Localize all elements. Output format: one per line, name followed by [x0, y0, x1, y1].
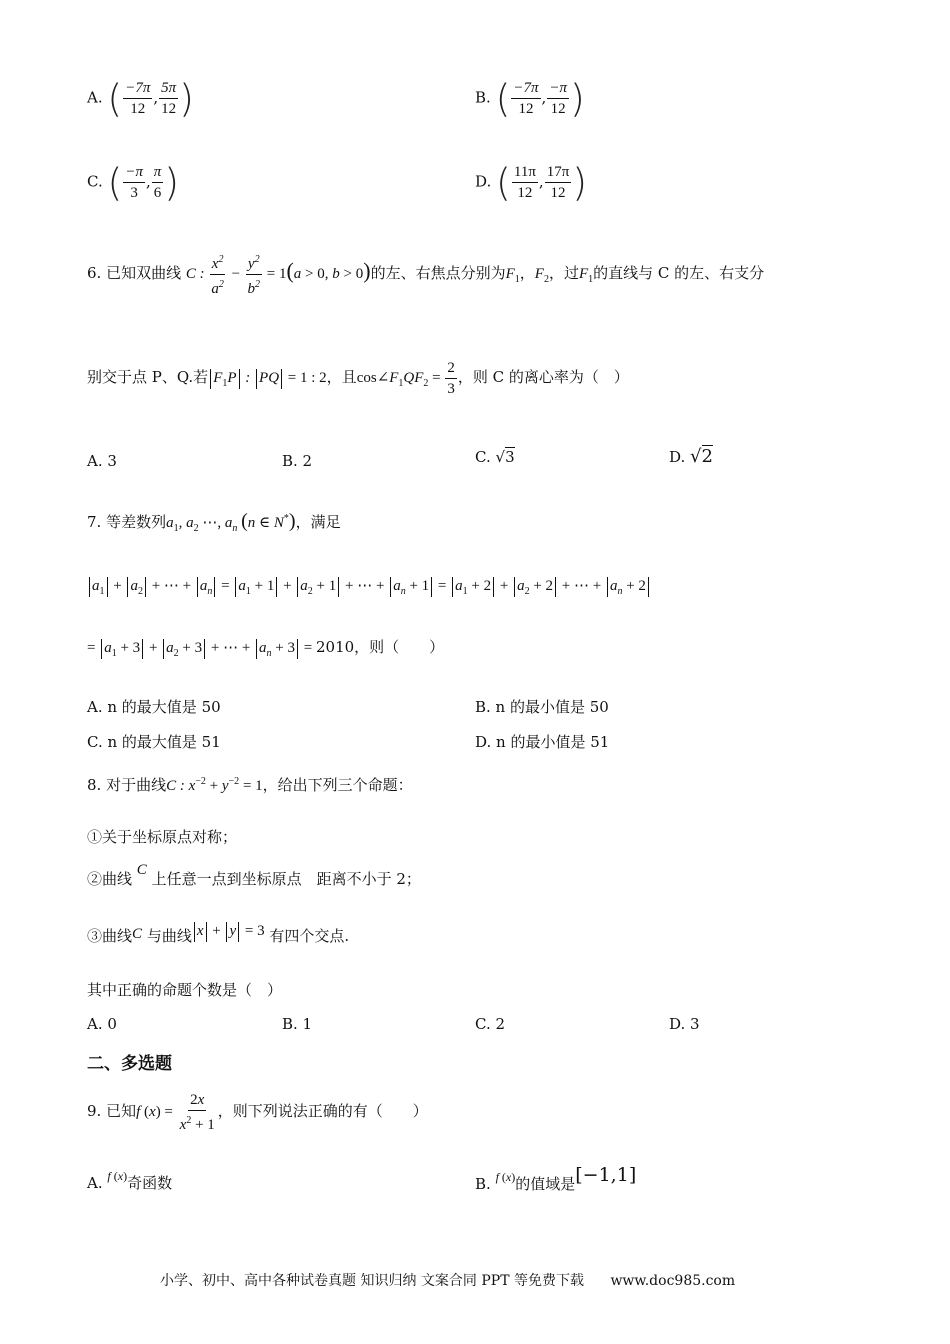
q5-option-a: A. ( $\frac{-7\pi}{12}$ , $\frac{5\pi}{12}$ )	[87, 76, 194, 121]
q8-option-d: D. 3	[669, 1015, 700, 1033]
q6-option-b: B. 2	[282, 452, 313, 470]
right-paren: )	[179, 76, 194, 121]
q7-equation-line1: $a_1 + a_2$ + ⋯ + $a_n = a_1 + 1 + a_2 + 1$ + ⋯ + $a_n + 1 = a_1 + 2 + a_2 + 2$ + ⋯ + $a_n + 2$	[87, 576, 651, 597]
function-definition: f (x) = $\frac{2x}{x^2 + 1}$	[136, 1092, 215, 1133]
q8-prop1: ①关于坐标原点对称；	[87, 828, 238, 846]
q8-prop2: ②曲线 C 上任意一点到坐标原点 距离不小于 2；	[87, 862, 421, 888]
q8-prop3: ③曲线C 与曲线 x + y = 3 有四个交点.	[87, 923, 350, 945]
focus-f2: $F_2$	[534, 265, 549, 285]
q5-option-d: D. ( $\frac{11\pi}{12}$ , $\frac{17\pi}{12}$ )	[475, 160, 588, 205]
q6-option-c: C. √3	[475, 448, 515, 466]
q7-option-c: C. n 的最大值是 51	[87, 733, 221, 751]
footer	[160, 1270, 735, 1290]
q7-equation-line2: = $a_1 + 3 + a_2 + 3$ + ⋯ + $a_n + 3 = 2010$，则（ ）	[87, 638, 445, 659]
q9-option-b: B. $^{f (x)}$的值域是[−1,1]	[475, 1164, 637, 1193]
q8-option-c: C. 2	[475, 1015, 506, 1033]
q5-option-c: C. ( $\frac{-\pi}{3}$ , $\frac{\pi}{6}$ )	[87, 160, 180, 205]
q7-line1: 7. 等差数列$a_1$, $a_2$ ⋯, $a_n$ (n ∈ N*)，满足	[87, 510, 341, 534]
curve-equation: C : $x^{-2} + y^{-2} = 1$	[166, 776, 263, 794]
hyperbola-equation: C : $\frac{x^2}{a^2}$ − $\frac{y^2}{b^2}$ = 1(a > 0, b > 0)	[186, 266, 371, 282]
left-paren: (	[107, 76, 123, 121]
q6-line1: 6. 已知双曲线 C : $\frac{x^2}{a^2}$ − $\frac{y^2}{b^2}$ = 1(a > 0, b > 0)的左、右焦点分别为$F_1$，$F_2$，过$F_1$的直线与 C 的左、右支分	[87, 250, 764, 299]
focus-f1: $F_1$	[505, 265, 520, 285]
ratio-expression: $F_1P$ : PQ = 1 : 2	[208, 370, 326, 386]
q6-line2: 别交于点 P、Q.若 $F_1P$ : PQ = 1 : 2，且$\cos\angle F_1QF_2$ = $\frac{2}{3}$ ，则 C 的离心率为（ ）	[87, 360, 629, 397]
q6-option-a: A. 3	[87, 452, 117, 470]
q8-question: 其中正确的命题个数是（ ）	[87, 981, 283, 999]
q6-option-d: D. √2	[669, 446, 713, 467]
q8-option-a: A. 0	[87, 1015, 117, 1033]
footer-text: 小学、初中、高中各种试卷真题 知识归纳 文案合同 PPT 等免费下载	[160, 1273, 584, 1289]
q7-option-b: B. n 的最小值是 50	[475, 698, 609, 716]
q7-option-d: D. n 的最小值是 51	[475, 733, 610, 751]
footer-link[interactable]: www.doc985.com	[610, 1273, 736, 1289]
sqrt-symbol: √	[495, 448, 506, 466]
q5-option-b: B. ( $\frac{-7\pi}{12}$ , $\frac{-\pi}{12}$ )	[475, 76, 585, 121]
sqrt-symbol: √	[690, 446, 702, 467]
abs-curve-equation: x + y = 3	[192, 923, 265, 939]
q8-line1: 8. 对于曲线C : $x^{-2} + y^{-2} = 1$，给出下列三个命题：	[87, 776, 413, 794]
q9-option-a: A. $^{f (x)}$奇函数	[87, 1169, 173, 1192]
q9-line: 9. 已知f (x) = $\frac{2x}{x^2 + 1}$ ，则下列说法正确的有（ ）	[87, 1092, 428, 1133]
cosine-expression: $\cos\angle F_1QF_2$ = $\frac{2}{3}$	[356, 360, 455, 397]
sequence-expression: $a_1$, $a_2$ ⋯, $a_n$ (n ∈ N*)	[166, 510, 296, 534]
q7-option-a: A. n 的最大值是 50	[87, 698, 221, 716]
section-heading: 二、多选题	[87, 1054, 172, 1074]
q8-option-b: B. 1	[282, 1015, 313, 1033]
